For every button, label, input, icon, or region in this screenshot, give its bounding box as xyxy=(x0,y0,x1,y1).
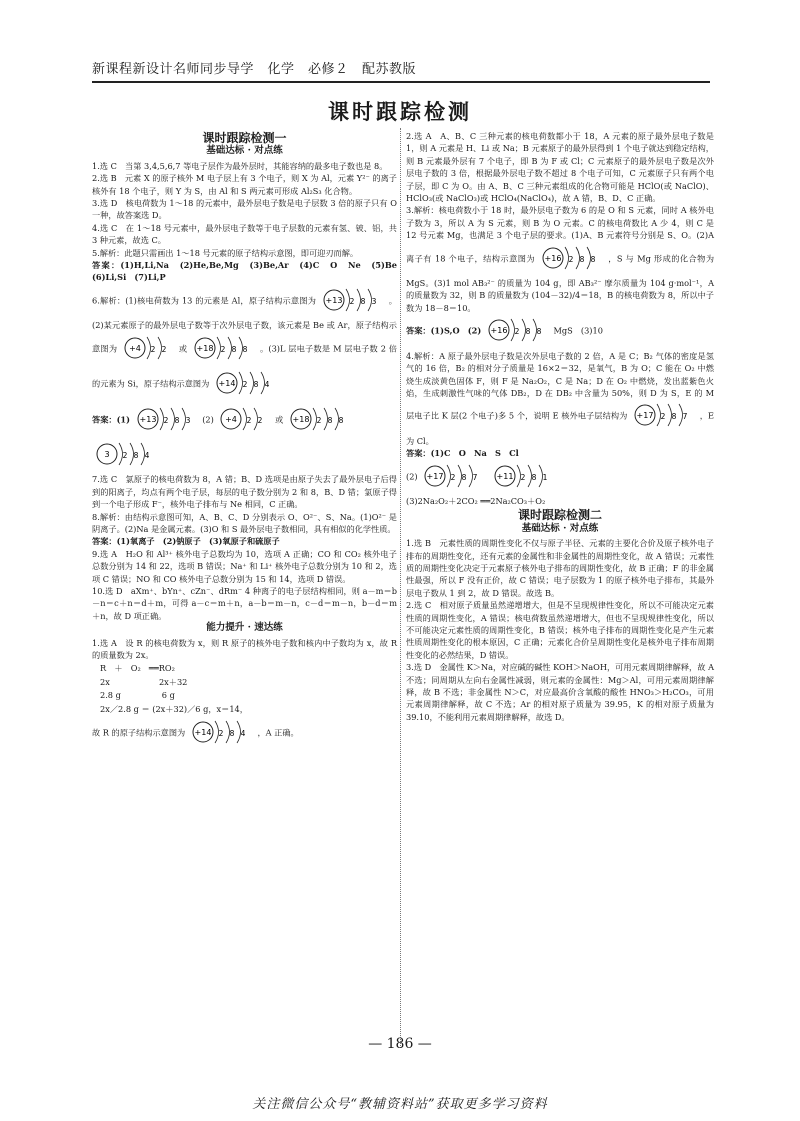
shell-electron-count: 2 xyxy=(150,344,156,354)
nucleus-charge: +16 xyxy=(544,253,562,263)
atom-structure-svg xyxy=(289,406,350,432)
equation-line: 2x／2.8 g ＝ (2x＋32)／6 g，x＝14， xyxy=(100,703,248,714)
answer-text: ，E 为 Cl。 xyxy=(406,411,714,446)
shell-electron-count: 8 xyxy=(231,344,237,354)
shell-electron-count: 8 xyxy=(327,415,333,425)
atom-structure-svg xyxy=(193,335,254,361)
atom-diagram xyxy=(215,370,276,399)
atom-diagram xyxy=(423,463,484,492)
answer-text: 3.解析：核电荷数小于 18 时，最外层电子数为 6 的是 O 和 S 元素，同时 A 核外电子数为 3，所以 A 为 S 元素，则 B 为 O 元素。C 的核电荷数比 A 少 4，则 C 是 12 号元素 Mg，也满足 3 个电子层的要求。(1)A、B 元素符号分别是 S、O。(2)A 离子有 18 个电子，结构示意图为 xyxy=(406,205,714,264)
shell-electron-count: 8 xyxy=(525,327,531,337)
answer-item: 5.解析：此题只需画出 1～18 号元素的原子结构示意图，即可迎刃而解。 xyxy=(92,247,359,258)
answer-line xyxy=(406,460,714,495)
atom-diagram xyxy=(322,287,383,316)
answer-text: 。(2)某元素原子的最外层电子数等于次外层电子数，该元素是 Be 或 Ar，原子结构示意图为 xyxy=(92,295,397,354)
page-title: 课时跟踪检测 xyxy=(328,99,472,124)
answer-line xyxy=(92,403,397,438)
shell-electron-count: 4 xyxy=(264,380,270,390)
shell-electron-count: 4 xyxy=(144,450,150,460)
shell-electron-count: 2 xyxy=(258,415,263,425)
answer-line: 答案：(1)氧离子 (2)钠原子 (3)氧原子和硫原子 xyxy=(92,536,280,547)
answer-item: 2.选 A A、B、C 三种元素的核电荷数都小于 18，A 元素的原子最外层电子数是 1，则 A 元素是 H、Li 或 Na；B 元素原子的最外层得到 1 个电子就达到稳定结构，则 B 元素最外层有 7 个电子，即 B 为 F 或 Cl；C 元素原子的最外层电子数是次外层电子数的 3 倍，根据最外层电子数不超过 8 个电子可知，C 元素原子只有两个电子层，即 C 为 O。由 A、B、C 三种元素组成的化合物可能是 HClO(或 NaClO)、HClO₃(或 NaClO₃)或 HClO₄(NaClO₄)，故 A 错，B、D、C 正确。 xyxy=(406,131,714,204)
footer-note: 关注微信公众号“教辅资料站”获取更多学习资料 xyxy=(252,1097,548,1112)
shell-electron-count: 2 xyxy=(520,472,526,482)
shell-electron-count: 2 xyxy=(218,729,224,739)
atom-structure-svg xyxy=(493,463,554,489)
answer-item: 4.选 C 在 1～18 号元素中，最外层电子数等于电子层数的元素有氢、铍、铝，共 3 种元素，故选 C。 xyxy=(92,222,397,246)
nucleus-charge: +14 xyxy=(194,728,212,738)
answer-text: ，S 与 Mg 形成的化合物为 MgS。(3)1 mol AB₃²⁻ 的质量为 104 g，即 AB₃²⁻ 摩尔质量为 104 g·mol⁻¹，A 的质量数为 32，则 B 的质量数为 (104－32)/4＝18，B 的核电荷数为 8，所以中子数为 18－8＝10。 xyxy=(406,253,715,313)
answer-label: 答案：(1) xyxy=(92,414,131,425)
answer-item xyxy=(406,204,714,314)
shell-electron-count: 8 xyxy=(579,254,585,264)
shell-electron-count: 2 xyxy=(349,296,355,306)
answer-line xyxy=(406,314,714,349)
atom-diagram xyxy=(95,441,156,470)
subsection-basic-1: 基础达标 · 对点练 xyxy=(206,145,283,157)
atom-diagram xyxy=(123,335,173,364)
atom-structure-svg xyxy=(633,402,694,428)
atom-diagram xyxy=(191,719,252,748)
page-number: — 186 — xyxy=(368,1036,432,1052)
atom-diagram xyxy=(541,245,602,274)
atom-diagram xyxy=(136,406,197,435)
shell-electron-count: 8 xyxy=(133,450,139,460)
answer-item xyxy=(92,716,397,751)
answer-item: 3.选 D 核电荷数为 1～18 的元素中，最外层电子数是电子层数 3 倍的原子只有 O 一种，故答案选 D。 xyxy=(92,198,397,221)
shell-electron-count: 2 xyxy=(568,254,574,264)
answer-item: 1.选 A 设 R 的核电荷数为 x，则 R 原子的核外电子数和核内中子数均为 x，故 R 的质量数为 2x。 xyxy=(92,637,397,660)
shell-electron-count: 2 xyxy=(161,344,167,354)
answer-text: 6.解析：(1)核电荷数为 13 的元素是 Al，原子结构示意图为 xyxy=(92,295,317,306)
nucleus-charge: +14 xyxy=(218,379,236,389)
nucleus-charge: +11 xyxy=(496,471,514,481)
atom-structure-svg xyxy=(541,245,602,271)
equation-line: 2.8 g 6 g xyxy=(100,690,175,701)
answer-item: 1.选 B 元素性质的周期性变化不仅与原子半径、元素的主要化合价及原子核外电子排布的周期性变化，还有元素的金属性和非金属性的周期性变化，故 A 错误；元素性质的周期性变化决定于元素原子核外电子排布的周期性变化，故 B 正确；F 的非金属性最强，所以 F 没有正价，故 C 错误；电子层数为 1 的原子核外电子排布，其最外层电子数从 1 到 2，故 D 错误。故选 B。 xyxy=(406,538,714,598)
atom-structure-svg xyxy=(219,406,269,432)
answer-item: 9.选 A H₂O 和 Al³⁺ 核外电子总数均为 10，选项 A 正确；CO 和 CO₂ 核外电子总数分别为 14 和 22，选项 B 错误；Na⁺ 和 Li⁺ 核外电子总数分别为 10 和 2，选项 C 错误；NO 和 CO 核外电子总数分别为 15 和 14，选项 D 错误。 xyxy=(92,548,397,584)
answer-item: 2.选 C 相对原子质量虽然递增增大，但是不呈现规律性变化，所以不可能决定元素性质的周期性变化，A 错误；核电荷数虽然递增增大，但也不呈现规律性变化，所以不可能决定元素性质的周期性变化，B 错误；核外电子排布的周期性变化是产生元素性质周期性变化的根本原因，C 正确；元素化合价呈周期性变化是核外电子排布周期性变化的必然结果，D 错误。 xyxy=(406,600,714,660)
right-column xyxy=(406,130,714,723)
section-title-2: 课时跟踪检测二 xyxy=(517,508,602,523)
shell-electron-count: 2 xyxy=(220,344,226,354)
atom-structure-svg xyxy=(95,441,156,467)
atom-structure-svg xyxy=(123,335,173,361)
answer-line: 答案：(1)H,Li,Na (2)He,Be,Mg (3)Be,Ar (4)C O Ne (5)Be (6)Li,Si (7)Li,P xyxy=(92,260,406,283)
shell-electron-count: 8 xyxy=(174,415,180,425)
shell-electron-count: 8 xyxy=(536,327,542,337)
answer-line: 答案：(1)C O Na S Cl xyxy=(406,448,519,459)
equation-line: R ＋ O₂ ══RO₂ xyxy=(100,663,175,674)
answer-text: MgS (3)10 xyxy=(553,325,603,336)
answer-text: ，A 正确。 xyxy=(257,727,299,738)
nucleus-charge: +17 xyxy=(426,471,444,481)
atom-diagram xyxy=(193,335,254,364)
atom-structure-svg xyxy=(191,719,252,745)
atom-diagram xyxy=(493,463,554,492)
atom-structure-svg xyxy=(136,406,197,432)
answer-text: (2) xyxy=(406,471,418,482)
answer-item: 7.选 C 氯原子的核电荷数为 8，A 错；B、D 选项是由原子失去了最外层电子后得到的阳离子，均点有两个电子层，每层的电子数分别为 2 和 8，B、D 错；氯原子得到一个电子形成 F⁻，核外电子排布与 Ne 相同，C 正确。 xyxy=(92,474,397,510)
atom-diagram xyxy=(219,406,269,435)
shell-electron-count: 4 xyxy=(240,729,246,739)
atom-structure-svg xyxy=(423,463,484,489)
atom-diagram xyxy=(633,402,694,431)
answer-item xyxy=(92,284,397,403)
answer-text: 或 xyxy=(178,343,188,354)
shell-electron-count: 8 xyxy=(461,472,467,482)
answer-text: 或 xyxy=(275,414,284,425)
shell-electron-count: 8 xyxy=(590,254,596,264)
answer-text: (2) xyxy=(202,414,214,425)
nucleus-charge: +17 xyxy=(636,411,654,421)
answer-text: 。(3)L 层电子数是 M 层电子数 2 倍的元素为 Si，原子结构示意图为 xyxy=(92,343,397,389)
answer-item: 10.选 D aXm⁺、bYn⁺、cZn⁻、dRm⁻ 4 种离子的电子层结构相同，则 a－m＝b－n＝c＋n＝d＋m，可得 a－c＝m＋n，a－b＝m－n，c－d＝m－n，b－d＝m＋n，故 D 项正确。 xyxy=(92,585,397,621)
answer-line xyxy=(92,438,397,473)
shell-electron-count: 8 xyxy=(242,344,248,354)
answer-label: 答案：(1)S,O (2) xyxy=(406,325,482,336)
shell-electron-count: 7 xyxy=(682,412,688,422)
subsection-basic-2: 基础达标 · 对点练 xyxy=(521,522,599,534)
shell-electron-count: 2 xyxy=(247,415,252,425)
nucleus-charge: +13 xyxy=(325,295,343,305)
shell-electron-count: 2 xyxy=(163,415,169,425)
shell-electron-count: 8 xyxy=(531,472,537,482)
subsection-advanced-1: 能力提升 · 速达练 xyxy=(206,622,283,634)
atom-diagram xyxy=(487,317,548,346)
atom-structure-svg xyxy=(322,287,383,313)
shell-electron-count: 2 xyxy=(514,327,520,337)
atom-structure-svg xyxy=(487,317,548,343)
left-column xyxy=(92,130,406,751)
equation-line: 2x 2x＋32 xyxy=(100,676,188,687)
answer-text: 4.解析：A 原子最外层电子数是次外层电子数的 2 倍，A 是 C；B₂ 气体的密度是氢气的 16 倍，B₂ 的相对分子质量是 16×2＝32，是氧气，B 为 O；C 能在 O₂ 中燃烧生成淡黄色固体 F，则 F 是 Na₂O₂，C 是 Na；D 在 O₂ 中燃烧，发出蓝紫色火焰，生成刺激性气味的气体 DB₂，D 在 DB₂ 中含量为 50%，则 D 为 S，E 的 M 层电子比 K 层(2 个电子)多 5 个，说明 E 核外电子层结构为 xyxy=(406,350,714,422)
shell-electron-count: 2 xyxy=(242,380,248,390)
shell-electron-count: 8 xyxy=(671,412,677,422)
shell-electron-count: 2 xyxy=(450,472,456,482)
shell-electron-count: 3 xyxy=(185,415,191,425)
answer-text: 故 R 的原子结构示意图为 xyxy=(92,727,186,738)
shell-electron-count: 2 xyxy=(122,450,128,460)
answer-item: 2.选 B 元素 X 的原子核外 M 电子层上有 3 个电子，则 X 为 Al，元素 Y²⁻ 的离子核外有 18 个电子，则 Y 为 S，由 Al 和 S 两元素可形成 Al₂S₃ 化合物。 xyxy=(92,173,397,196)
shell-electron-count: 3 xyxy=(371,296,377,306)
nucleus-charge: +13 xyxy=(139,414,157,424)
nucleus-charge: +4 xyxy=(225,414,238,424)
shell-electron-count: 8 xyxy=(360,296,366,306)
nucleus-charge: +18 xyxy=(196,343,214,353)
answer-item xyxy=(406,350,714,447)
answer-item: 8.解析：由结构示意图可知，A、B、C、D 分别表示 O、O²⁻、S、Na。(1)O²⁻ 是阴离子。(2)Na 是金属元素。(3)O 和 S 最外层电子数相同，具有相似的化学性质。 xyxy=(92,511,397,534)
page-header: 新课程新设计名师同步导学 化学 必修２ 配苏教版 xyxy=(92,58,710,83)
shell-electron-count: 8 xyxy=(338,415,344,425)
shell-electron-count: 2 xyxy=(660,412,666,422)
shell-electron-count: 8 xyxy=(229,729,235,739)
nucleus-charge: +16 xyxy=(490,326,508,336)
shell-electron-count: 8 xyxy=(253,380,259,390)
nucleus-charge: +18 xyxy=(292,414,310,424)
answer-line: (3)2Na₂O₂＋2CO₂ ══2Na₂CO₃＋O₂ xyxy=(406,495,546,506)
shell-electron-count: 7 xyxy=(472,472,478,482)
answer-item: 1.选 C 当第 3,4,5,6,7 等电子层作为最外层时，其能容纳的最多电子数也是 8。 xyxy=(92,160,388,171)
atom-diagram xyxy=(289,406,350,435)
shell-electron-count: 1 xyxy=(542,472,548,482)
answer-item: 3.选 D 金属性 K＞Na，对应碱的碱性 KOH＞NaOH，可用元素周期律解释，故 A 不选；同周期从左向右金属性减弱，则元素的金属性：Mg＞Al，可用元素周期律解释，故 B 不选；非金属性 N＞C，对应最高价含氧酸的酸性 HNO₃＞H₂CO₃，可用元素周期律解释，故 C 不选；Ar 的相对原子质量为 39.95，K 的相对原子质量为 39.10，不能利用元素周期律解释，故选 D。 xyxy=(406,662,714,722)
section-title-1: 课时跟踪检测一 xyxy=(202,131,287,145)
nucleus-charge: 3 xyxy=(104,449,110,459)
shell-electron-count: 2 xyxy=(316,415,322,425)
atom-structure-svg xyxy=(215,370,276,396)
nucleus-charge: +4 xyxy=(129,343,141,353)
